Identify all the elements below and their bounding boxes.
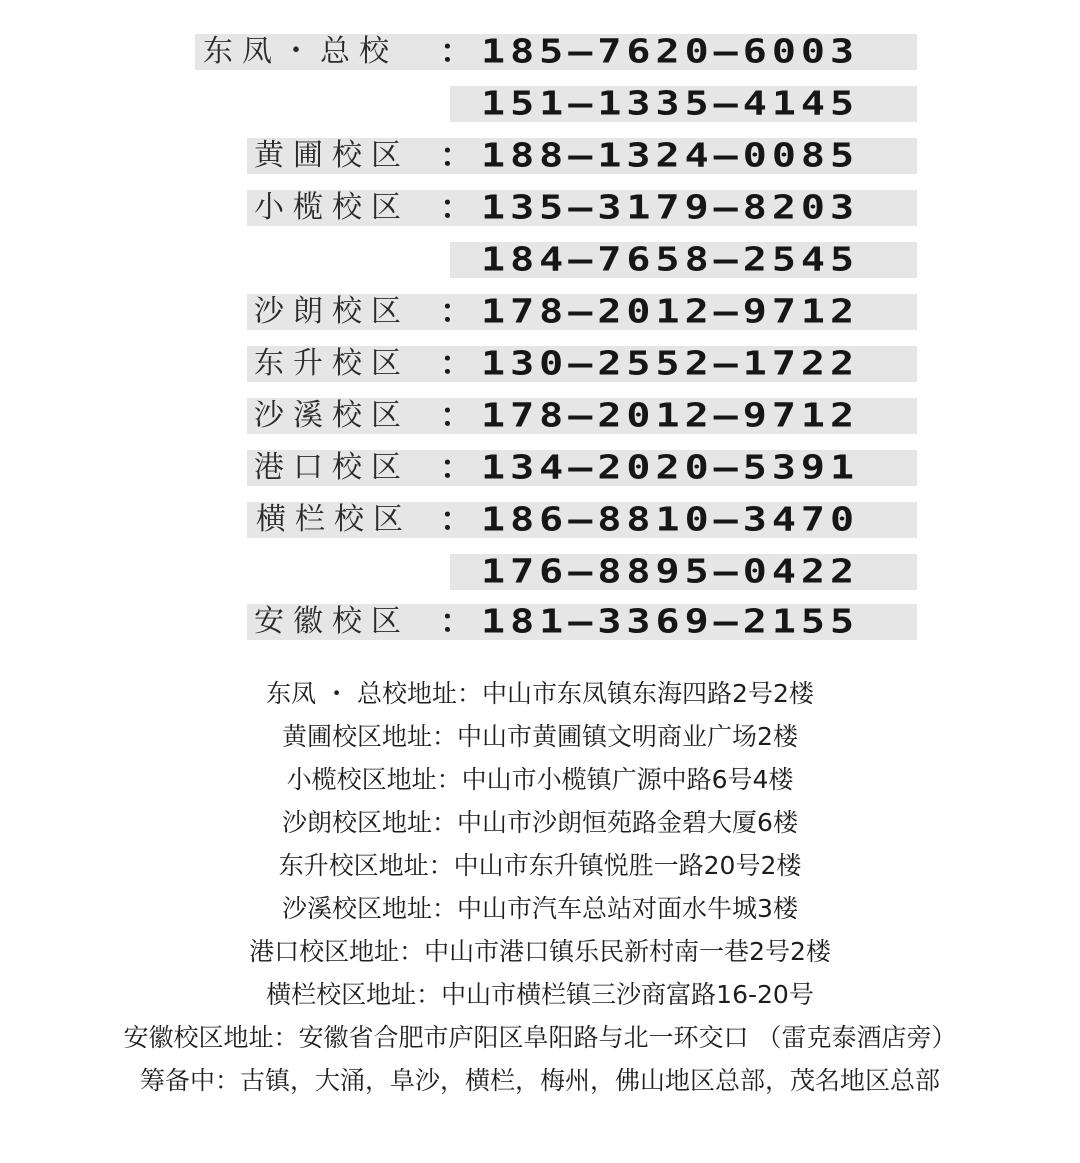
phone-number[interactable]: 178—2012—9712 xyxy=(481,397,860,435)
phone-number[interactable]: 188—1324—0085 xyxy=(481,137,860,175)
colon: ： xyxy=(440,344,473,382)
phone-number[interactable]: 135—3179—8203 xyxy=(481,189,860,227)
colon: ： xyxy=(440,136,473,174)
address-line: 港口校区地址：中山市港口镇乐民新村南一巷2号2楼 xyxy=(249,937,831,966)
phone-row xyxy=(0,34,1080,70)
phone-row xyxy=(0,86,1080,122)
phone-row xyxy=(0,138,1080,174)
address-line: 沙溪校区地址：中山市汽车总站对面水牛城3楼 xyxy=(282,894,798,923)
campus-label: 沙溪校区 xyxy=(254,398,410,433)
phone-number[interactable]: 134—2020—5391 xyxy=(481,449,860,487)
address-line: 小榄校区地址：中山市小榄镇广源中路6号4楼 xyxy=(286,765,794,794)
colon: ： xyxy=(440,448,473,486)
campus-label: 小榄校区 xyxy=(254,190,410,225)
phone-row xyxy=(0,604,1080,640)
phone-row xyxy=(0,502,1080,538)
phone-number[interactable]: 176—8895—0422 xyxy=(481,553,860,591)
phone-number[interactable]: 178—2012—9712 xyxy=(481,293,860,331)
phone-row xyxy=(0,554,1080,590)
campus-label: 东升校区 xyxy=(254,346,410,381)
campus-label: 横栏校区 xyxy=(256,502,412,537)
phone-row xyxy=(0,450,1080,486)
phone-number[interactable]: 185—7620—6003 xyxy=(481,33,860,71)
phone-row xyxy=(0,294,1080,330)
colon: ： xyxy=(440,500,473,538)
address-line: 沙朗校区地址：中山市沙朗恒苑路金碧大厦6楼 xyxy=(282,808,798,837)
phone-number[interactable]: 130—2552—1722 xyxy=(481,345,860,383)
phone-row xyxy=(0,242,1080,278)
campus-label: 沙朗校区 xyxy=(254,294,410,329)
address-line: 东升校区地址：中山市东升镇悦胜一路20号2楼 xyxy=(278,851,802,880)
address-line: 横栏校区地址：中山市横栏镇三沙商富路16-20号 xyxy=(266,980,814,1009)
phone-number[interactable]: 151—1335—4145 xyxy=(481,85,860,123)
phone-number[interactable]: 186—8810—3470 xyxy=(481,501,860,539)
phone-row xyxy=(0,190,1080,226)
colon: ： xyxy=(440,32,473,70)
address-list xyxy=(0,672,1080,1102)
phone-row xyxy=(0,398,1080,434)
campus-label: 东凤・总校 xyxy=(203,34,398,69)
campus-label: 黄圃校区 xyxy=(254,138,410,173)
preparing-line: 筹备中：古镇，大涌，阜沙，横栏，梅州，佛山地区总部，茂名地区总部 xyxy=(139,1066,940,1095)
phone-number[interactable]: 184—7658—2545 xyxy=(481,241,860,279)
address-line: 东凤 ・ 总校地址：中山市东凤镇东海四路2号2楼 xyxy=(266,679,814,708)
phone-row xyxy=(0,346,1080,382)
campus-label: 安徽校区 xyxy=(254,604,410,639)
address-line: 安徽校区地址：安徽省合肥市庐阳区阜阳路与北一环交口 （雷克泰酒店旁） xyxy=(123,1023,957,1052)
colon: ： xyxy=(440,396,473,434)
colon: ： xyxy=(440,188,473,226)
colon: ： xyxy=(440,602,473,640)
campus-label: 港口校区 xyxy=(254,450,410,485)
address-line: 黄圃校区地址：中山市黄圃镇文明商业广场2楼 xyxy=(282,722,798,751)
colon: ： xyxy=(440,292,473,330)
phone-number[interactable]: 181—3369—2155 xyxy=(481,603,860,641)
